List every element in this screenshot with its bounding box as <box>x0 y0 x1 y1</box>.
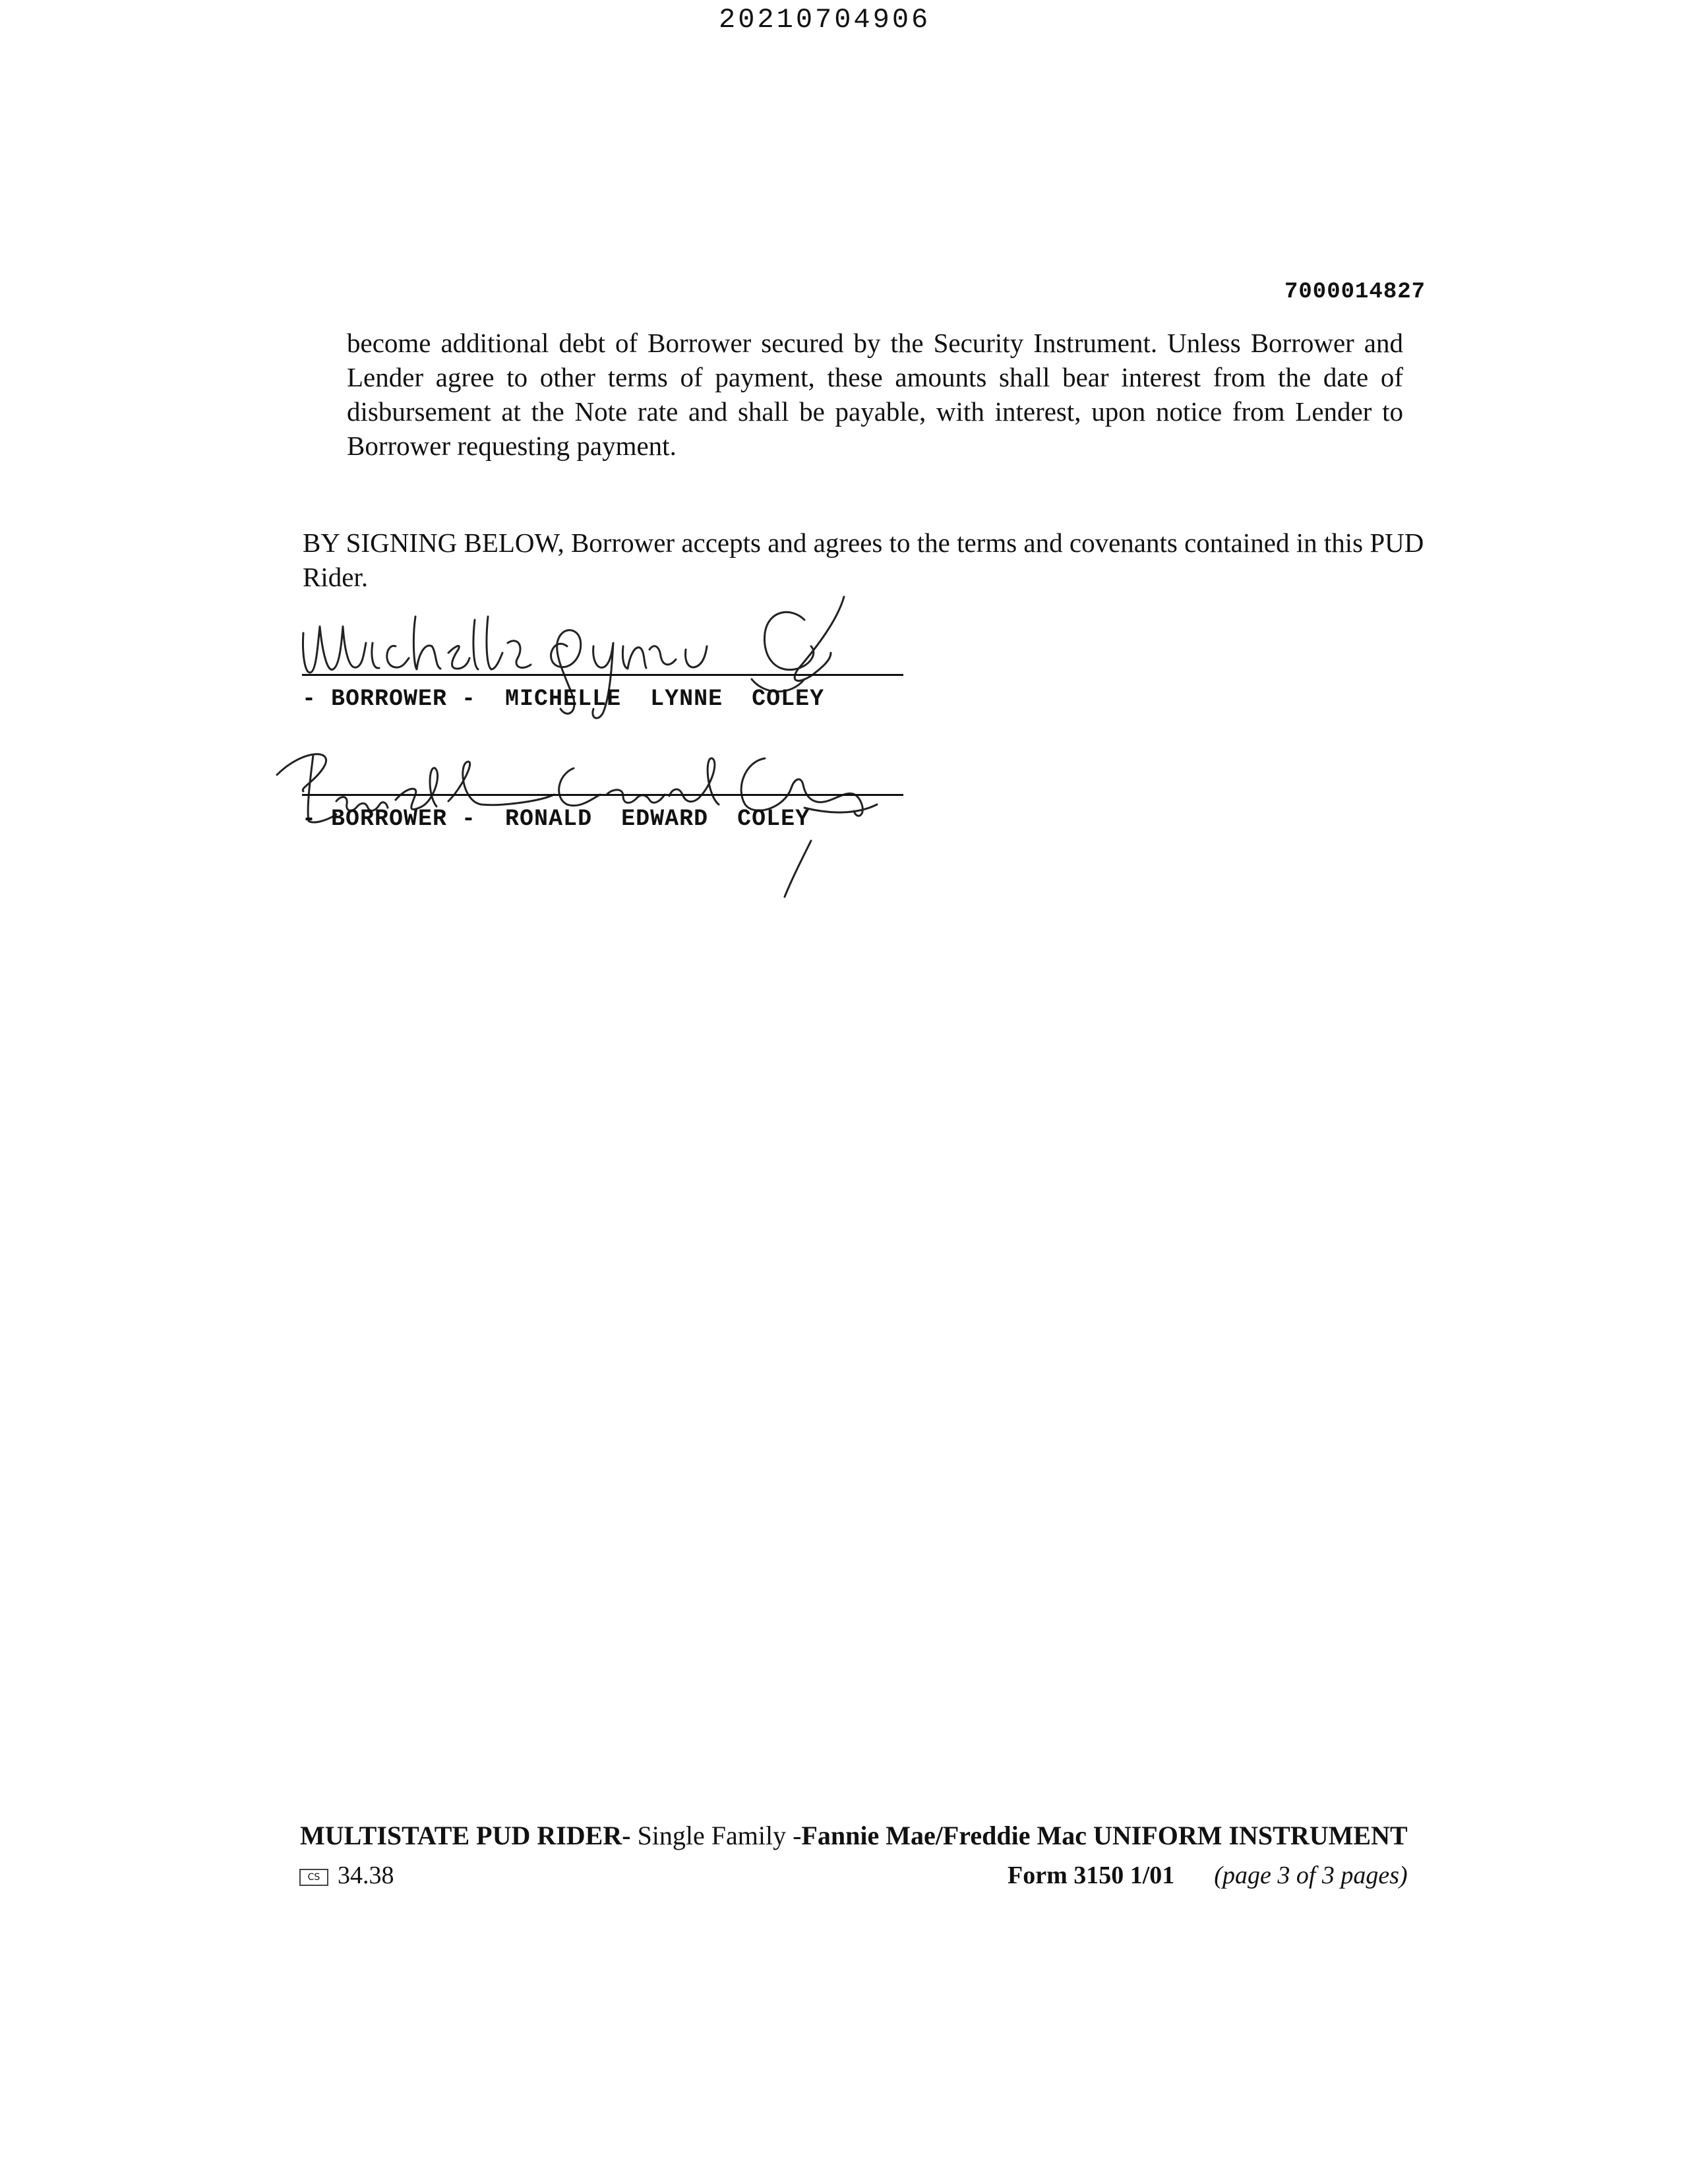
loan-number: 7000014827 <box>1284 280 1426 305</box>
footer-title-bold-1: MULTISTATE PUD RIDER- <box>300 1821 631 1850</box>
signing-statement: BY SIGNING BELOW, Borrower accepts and agrees to the terms and covenants contained in this PUD Rider. <box>303 528 1424 592</box>
footer-form-title <box>300 1820 1408 1851</box>
footer-code-number: 34.38 <box>338 1862 394 1889</box>
borrower-2-label: - BORROWER - RONALD EDWARD COLEY <box>302 806 810 832</box>
footer-title-regular: Single Family - <box>630 1821 802 1850</box>
footer-form-info <box>1008 1861 1408 1890</box>
borrower-1-signature-line <box>302 674 903 676</box>
body-paragraph: become additional debt of Borrower secured by the Security Instrument. Unless Borrower and Lender agree to other terms of payment, these amounts shall bear interest from the date of disbursement at the Note rate and shall be payable, with interest, upon notice from Lender to Borrower requesting payment. <box>347 328 1403 461</box>
document-number: 20210704906 <box>719 4 931 36</box>
footer-code <box>299 1861 394 1890</box>
footer-title-bold-2: Fannie Mae/Freddie Mac UNIFORM INSTRUMENT <box>801 1821 1408 1850</box>
borrower-2-signature-line <box>302 794 903 796</box>
borrower-1-label: - BORROWER - MICHELLE LYNNE COLEY <box>302 686 825 712</box>
publisher-logo-icon: CS <box>299 1869 328 1886</box>
footer-page-number: (page 3 of 3 pages) <box>1214 1862 1408 1889</box>
footer-form-number: Form 3150 1/01 <box>1008 1862 1175 1889</box>
